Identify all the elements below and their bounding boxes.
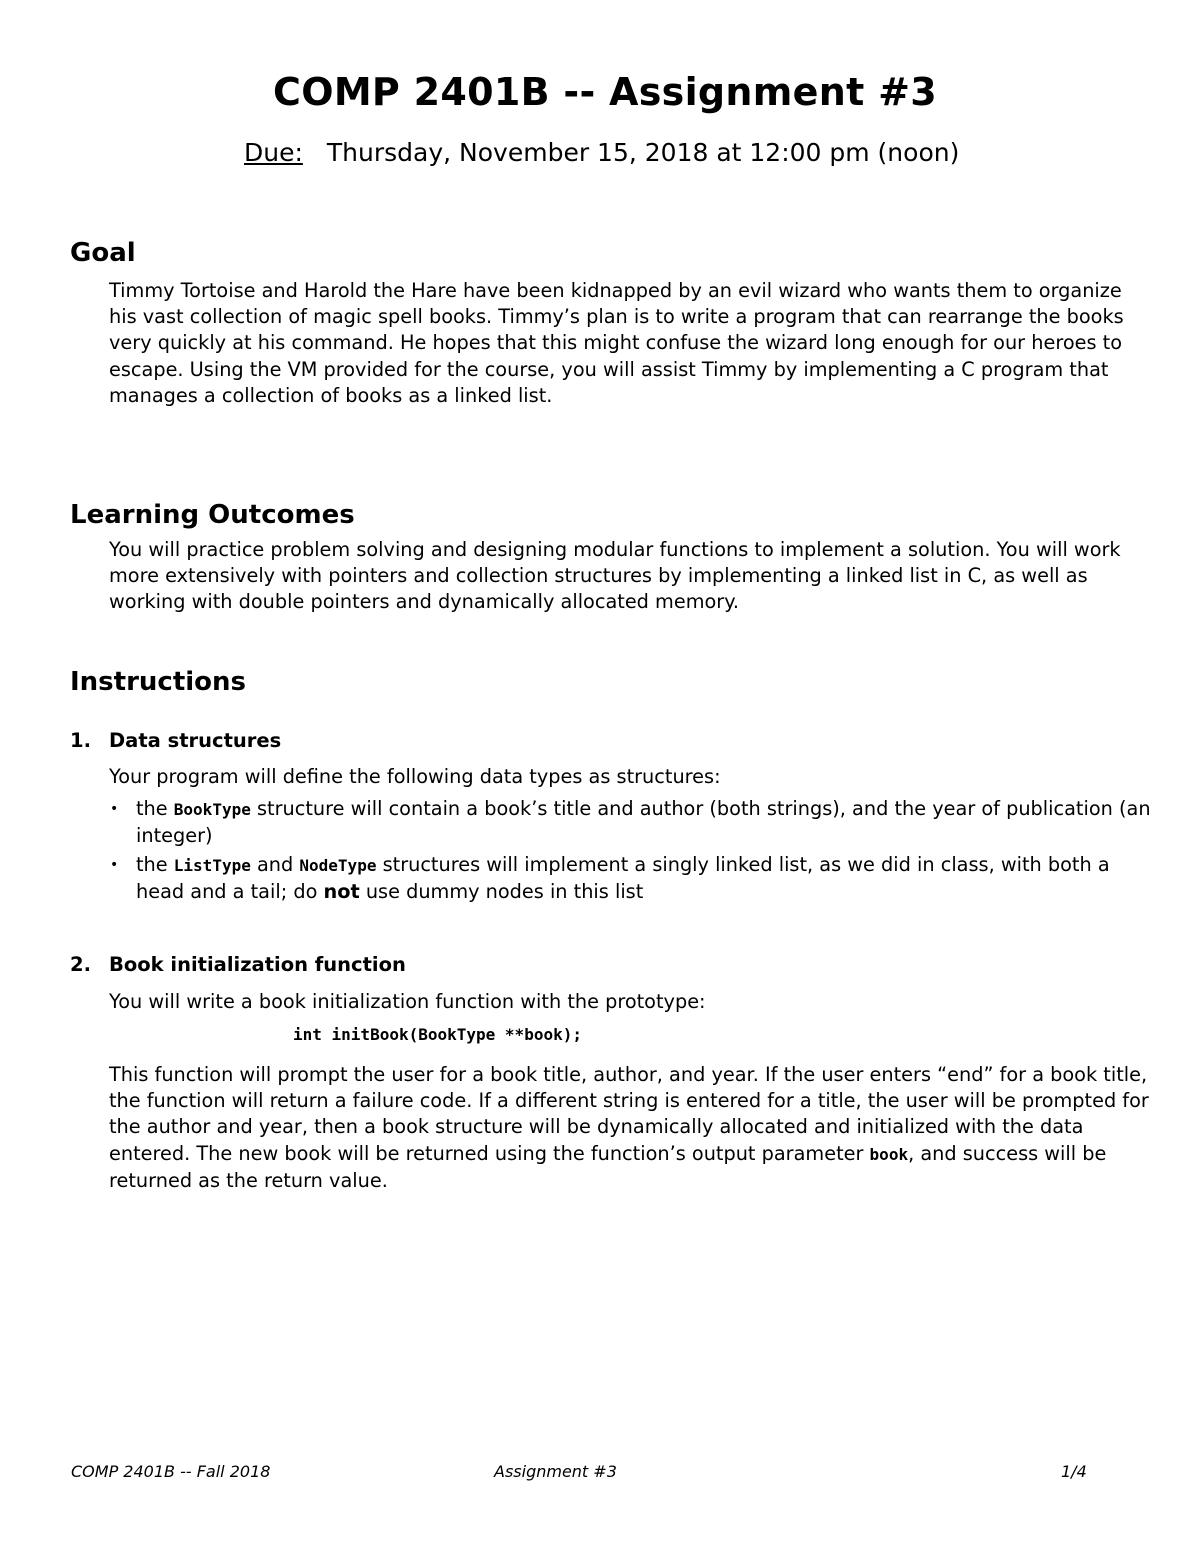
bullet2-mid: and [250,853,300,876]
bullet2-pre: the [136,853,174,876]
nodetype-code: NodeType [299,856,377,875]
book-param-code: book [869,1144,909,1164]
footer-course: COMP 2401B -- Fall 2018 [71,1462,271,1481]
item1-heading [70,729,281,752]
footer-page-number: 1/4 [1061,1462,1087,1481]
item2-number: 2. [70,953,91,976]
item2-intro: You will write a book initialization function with the prototype: [109,990,706,1013]
item1-intro: Your program will define the following data types as structures: [109,765,721,788]
due-label: Due: [244,138,303,167]
page-title: COMP 2401B -- Assignment #3 [273,70,937,114]
bullet-icon: • [110,857,119,873]
bullet-icon: • [110,801,119,817]
bullet-booktype [109,796,1154,849]
item2-desc-pre: This function will prompt the user for a book title, author, and year. If the user enters “end” for a book title, the function will return a failure code. If a different string is entered for a title, the user will be prompted for the author and year, then a book structure will be dynamically allocated and initialized with the data entered. The new book will be returned using the function’s output parameter [109,1063,1149,1165]
item1-title: Data structures [109,729,282,752]
bullet1-post: structure will contain a book’s title and author (both strings), and the year of publication (an integer) [136,797,1151,848]
item1-number: 1. [70,729,91,752]
item2-title: Book initialization function [109,953,406,976]
bullet1-pre: the [136,797,174,820]
bullet2-post: structures will implement a singly linked list, as we did in class, with both a head and a tail; do [136,853,1110,904]
learning-outcomes-text: You will practice problem solving and designing modular functions to implement a solution. You will work more extensively with pointers and collection structures by implementing a linked list in C, as well as working with double pointers and dynamically allocated memory. [109,538,1121,614]
bullet2-bold: not [323,880,360,904]
item2-description [109,1062,1154,1194]
due-line [244,138,959,167]
item2-heading [70,953,406,976]
goal-text: Timmy Tortoise and Harold the Hare have been kidnapped by an evil wizard who wants them to organize his vast collection of magic spell books. Timmy’s plan is to write a program that can rearrange the books very quickly at his command. He hopes that this might confuse the wizard long enough for our heroes to escape. Using the VM provided for the course, you will assist Timmy by implementing a C program that manages a collection of books as a linked list. [109,279,1124,407]
instructions-heading: Instructions [70,667,247,697]
function-prototype: int initBook(BookType **book); [293,1025,582,1044]
bullet2-tail: use dummy nodes in this list [359,880,644,904]
goal-heading: Goal [70,238,136,268]
learning-outcomes-heading: Learning Outcomes [70,500,355,530]
due-date: Thursday, November 15, 2018 at 12:00 pm (noon) [326,138,960,167]
item2-desc-post: , and success will be returned as the return value. [109,1141,1107,1192]
footer-assignment: Assignment #3 [494,1462,617,1481]
listtype-code: ListType [173,856,251,875]
booktype-code: BookType [173,800,251,819]
bullet-listtype [109,852,1154,905]
